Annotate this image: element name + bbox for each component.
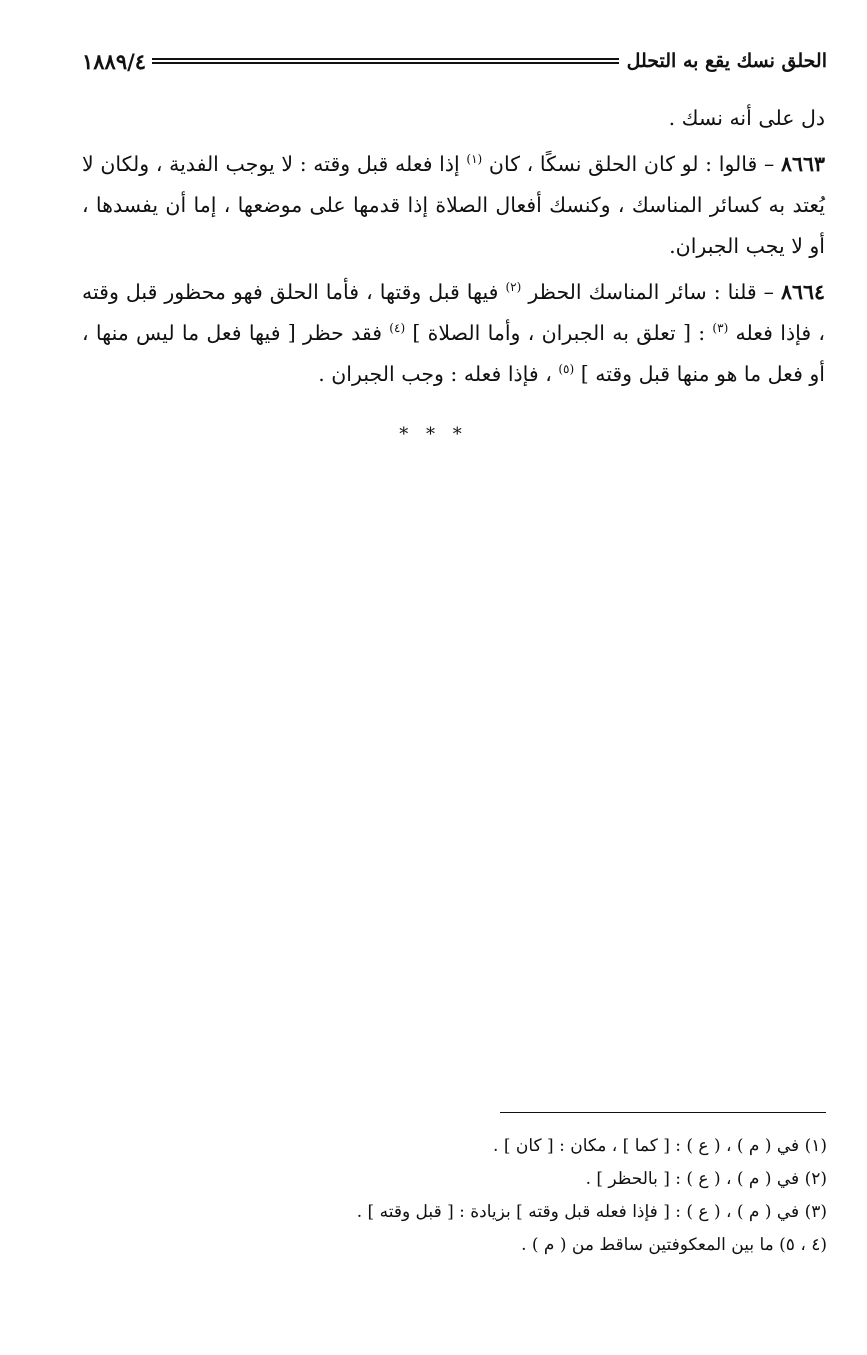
paragraph-number: ٨٦٦٣ — [780, 152, 825, 176]
running-header — [82, 44, 827, 78]
footnote-marker: (٣) — [712, 321, 729, 336]
footnote-marker: (١) — [466, 152, 483, 167]
header-rule — [152, 58, 619, 64]
footnote-marker: (٥) — [558, 362, 575, 377]
paragraph-text: فقد حظر [ فيها فعل ما ليس منها ، أو فعل ما هو منها قبل وقته ] — [82, 321, 825, 386]
footnote-1: (١) في ( م ) ، ( ع ) : [ كما ] ، مكان : [ كان ] . — [493, 1136, 827, 1156]
paragraph-text: ، فإذا فعله : وجب الجبران . — [318, 362, 559, 386]
footnote-rule — [500, 1112, 826, 1113]
paragraph-8664 — [82, 272, 825, 395]
footnote-marker: (٤) — [389, 321, 406, 336]
paragraph-text: فيها قبل وقتها ، فأما الحلق فهو محظور قبل وقته ، فإذا فعله — [82, 280, 826, 345]
paragraph-8663 — [82, 144, 825, 267]
footnote-3: (٣) في ( م ) ، ( ع ) : [ فإذا فعله قبل وقته ] بزيادة : [ قبل وقته ] . — [356, 1202, 827, 1222]
paragraph-text: إذا فعله قبل وقته : لا يوجب الفدية ، ولكان لا يُعتد به كسائر المناسك ، وكنسك أفعال الصلاة إذا قدمها على موضعها ، إما أن يفسدها ، أو لا يجب الجبران. — [82, 152, 825, 258]
footnote-marker: (٢) — [505, 280, 522, 295]
paragraph-text: : [ تعلق به الجبران ، وأما الصلاة ] — [405, 321, 713, 345]
footnote-2: (٢) في ( م ) ، ( ع ) : [ بالحظر ] . — [585, 1169, 827, 1189]
paragraph-number: ٨٦٦٤ — [780, 280, 825, 304]
intro-line: دل على أنه نسك . — [668, 106, 825, 130]
dash: – — [756, 280, 781, 304]
dash: – — [757, 152, 781, 176]
main-text — [82, 98, 825, 400]
footnote-4-5: (٤ ، ٥) ما بين المعكوفتين ساقط من ( م ) . — [521, 1235, 827, 1255]
footnotes — [82, 1130, 827, 1262]
running-title: الحلق نسك يقع به التحلل — [626, 50, 827, 72]
paragraph-text: قالوا : لو كان الحلق نسكًا ، كان — [482, 152, 758, 176]
page-number: ١٨٨٩/٤ — [82, 48, 147, 74]
section-separator: * * * — [399, 424, 468, 445]
paragraph-text: قلنا : سائر المناسك الحظر — [521, 280, 757, 304]
